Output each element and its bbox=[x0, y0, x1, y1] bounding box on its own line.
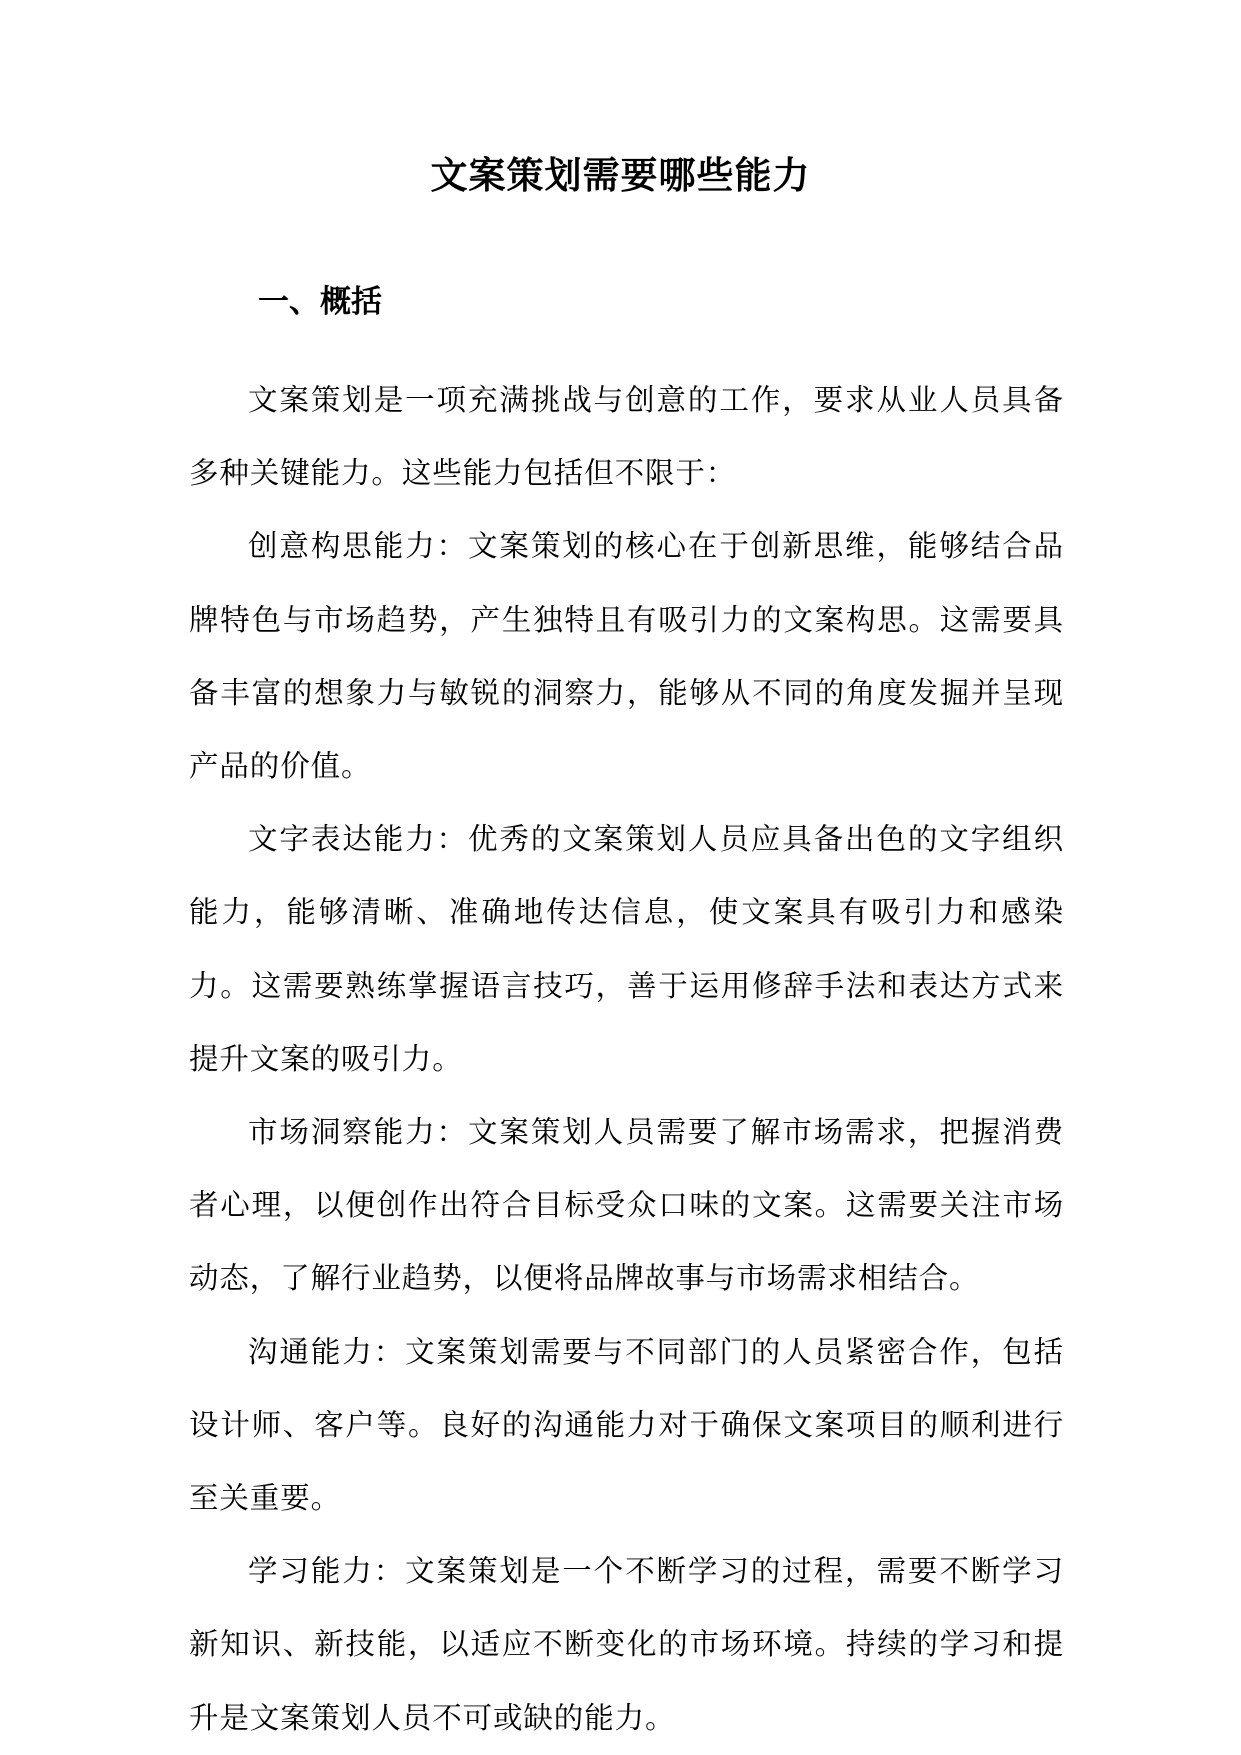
paragraph-learning: 学习能力：文案策划是一个不断学习的过程，需要不断学习新知识、新技能，以适应不断变化的市场环境。持续的学习和提升是文案策划人员不可或缺的能力。 bbox=[189, 1554, 1064, 1735]
document-title: 文案策划需要哪些能力 bbox=[430, 154, 811, 197]
paragraph-communication: 沟通能力：文案策划需要与不同部门的人员紧密合作，包括设计师、客户等。良好的沟通能力对于确保文案项目的顺利进行至关重要。 bbox=[189, 1334, 1064, 1516]
paragraph-creative-ability: 创意构思能力：文案策划的核心在于创新思维，能够结合品牌特色与市场趋势，产生独特且有吸引力的文案构思。这需要具备丰富的想象力与敏锐的洞察力，能够从不同的角度发掘并呈现产品的价值。 bbox=[189, 529, 1064, 784]
paragraph-writing-ability: 文字表达能力：优秀的文案策划人员应具备出色的文字组织能力，能够清晰、准确地传达信息，使文案具有吸引力和感染力。这需要熟练掌握语言技巧，善于运用修辞手法和表达方式来提升文案的吸引力。 bbox=[189, 822, 1064, 1076]
document-body bbox=[189, 364, 1064, 1755]
paragraph-intro: 文案策划是一项充满挑战与创意的工作，要求从业人员具备多种关键能力。这些能力包括但不限于： bbox=[189, 383, 1064, 491]
paragraph-market-insight: 市场洞察能力：文案策划人员需要了解市场需求，把握消费者心理，以便创作出符合目标受众口味的文案。这需要关注市场动态，了解行业趋势，以便将品牌故事与市场需求相结合。 bbox=[189, 1115, 1064, 1296]
section-heading: 一、概括 bbox=[258, 284, 382, 320]
